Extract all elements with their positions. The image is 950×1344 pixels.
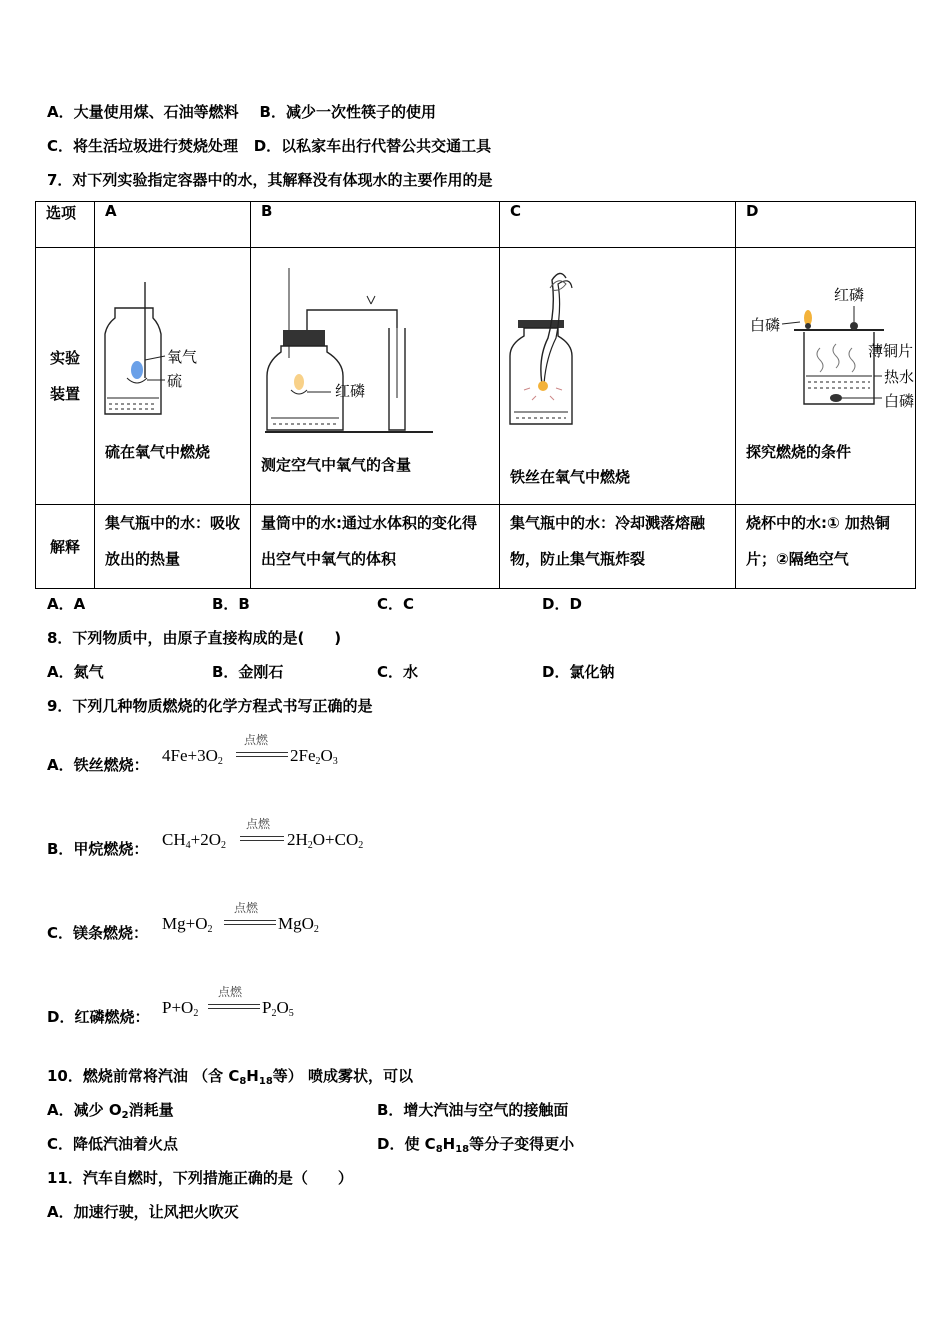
q9-d-products: $P_2O_5$ <box>262 998 294 1019</box>
q6-row1 <box>47 102 436 122</box>
explanation-a: 集气瓶中的水：吸收放出的热量 <box>95 505 251 589</box>
q9-a-equals <box>236 752 288 757</box>
label-red-phosphorus-b: 红磷 <box>335 382 366 400</box>
apparatus-a <box>95 248 251 505</box>
option-header: 选项 <box>36 202 95 248</box>
q10-stem: 10．燃烧前常将汽油 （含 $C_8H_{18}$等） 喷成雾状，可以 <box>47 1067 414 1087</box>
q7-answer-c: C．C <box>377 595 415 613</box>
q9-a-condition: 点燃 <box>244 733 269 747</box>
label-sulfur: 硫 <box>167 372 183 390</box>
label-white-phosphorus-top: 白磷 <box>750 316 781 334</box>
q7-explanation-row <box>36 505 916 589</box>
q6-option-c: C．将生活垃圾进行焚烧处理 <box>47 137 239 155</box>
explanation-b: 量筒中的水:通过水体积的变化得出空气中氧气的体积 <box>251 505 500 589</box>
apparatus-b <box>251 248 500 505</box>
q11-stem: 11．汽车自燃时，下列措施正确的是（ ） <box>47 1169 353 1187</box>
apparatus-c <box>500 248 736 505</box>
q9-d-equals <box>208 1004 260 1009</box>
q10-option-d: D．使 $C_8H_{18}$等分子变得更小 <box>377 1135 575 1155</box>
q6-option-d: D．以私家车出行代替公共交通工具 <box>253 137 492 155</box>
q10-option-a-post: 消耗量 <box>128 1101 174 1119</box>
q10-option-a-pre: A．减少 O <box>47 1101 122 1119</box>
col-a-letter: A <box>95 202 251 248</box>
q6-option-b: B．减少一次性筷子的使用 <box>259 103 436 121</box>
q7-table <box>35 201 916 589</box>
q9-d-label: D．红磷燃烧： <box>47 1008 150 1026</box>
q9-c-reactants: $Mg+O_2$ <box>162 914 213 935</box>
caption-b: 测定空气中氧气的含量 <box>261 456 412 474</box>
label-red-phosphorus-d: 红磷 <box>834 286 865 304</box>
q7-answer-a: A．A <box>47 595 86 613</box>
q9-d-condition: 点燃 <box>218 985 243 999</box>
q10-stem-post: 等） 喷成雾状，可以 <box>272 1067 414 1085</box>
apparatus-header <box>36 248 95 505</box>
col-b-letter: B <box>251 202 500 248</box>
label-hot-water: 热水 <box>884 368 915 386</box>
q9-c-condition: 点燃 <box>234 901 259 915</box>
q9-stem: 9．下列几种物质燃烧的化学方程式书写正确的是 <box>47 697 373 715</box>
q8-answer-a: A．氮气 <box>47 663 104 681</box>
q10-option-c: C．降低汽油着火点 <box>47 1135 179 1153</box>
col-c-letter: C <box>500 202 736 248</box>
q8-answer-d: D．氯化钠 <box>542 663 615 681</box>
q9-b-condition: 点燃 <box>246 817 271 831</box>
apparatus-d <box>736 248 916 505</box>
caption-d: 探究燃烧的条件 <box>746 443 852 461</box>
caption-c: 铁丝在氧气中燃烧 <box>510 468 631 486</box>
q8-answer-b: B．金刚石 <box>212 663 284 681</box>
explanation-header: 解释 <box>36 505 95 589</box>
q10-option-d-pre: D．使 C <box>377 1135 436 1153</box>
q7-header-row <box>36 202 916 248</box>
q10-option-a: A．减少 $O_2$消耗量 <box>47 1101 174 1121</box>
explanation-c: 集气瓶中的水：冷却溅落熔融物，防止集气瓶炸裂 <box>500 505 736 589</box>
q7-apparatus-row <box>36 248 916 505</box>
q9-c-label: C．镁条燃烧： <box>47 924 149 942</box>
apparatus-label-1: 实验 <box>49 349 80 367</box>
q9-b-equals <box>240 836 284 841</box>
q6-row2 <box>47 136 491 156</box>
q10-option-d-post: 等分子变得更小 <box>469 1135 575 1153</box>
q7-answer-b: B．B <box>212 595 250 613</box>
q9-a-products: $2Fe_2O_3$ <box>290 746 338 767</box>
q7-stem: 7．对下列实验指定容器中的水，其解释没有体现水的主要作用的是 <box>47 171 493 189</box>
explanation-d: 烧杯中的水:① 加热铜片；②隔绝空气 <box>736 505 916 589</box>
q8-answer-c: C．水 <box>377 663 419 681</box>
q9-b-products: $2H_2O+CO_2$ <box>287 830 364 851</box>
q9-a-reactants: $4Fe+3O_2$ <box>162 746 223 767</box>
q6-option-a: A．大量使用煤、石油等燃料 <box>47 103 239 121</box>
caption-a: 硫在氧气中燃烧 <box>105 443 211 461</box>
q10-option-b: B．增大汽油与空气的接触面 <box>377 1101 569 1119</box>
q9-c-products: MgO$_2$ <box>278 914 319 935</box>
q11-option-a: A．加速行驶，让风把火吹灭 <box>47 1203 239 1221</box>
label-oxygen: 氧气 <box>167 348 198 366</box>
q8-stem: 8．下列物质中，由原子直接构成的是( ) <box>47 629 342 647</box>
q9-b-reactants: $CH_4+2O_2$ <box>162 830 226 851</box>
q9-b-label: B．甲烷燃烧： <box>47 840 149 858</box>
apparatus-label-2: 装置 <box>49 385 80 403</box>
label-copper-sheet: 薄铜片 <box>868 342 914 360</box>
q7-answer-d: D．D <box>542 595 582 613</box>
q9-c-equals <box>224 920 276 925</box>
q10-stem-pre: 10．燃烧前常将汽油 （含 C <box>47 1067 240 1085</box>
label-white-phosphorus-bottom: 白磷 <box>884 392 915 410</box>
q9-a-label: A．铁丝燃烧： <box>47 756 149 774</box>
q9-d-reactants: $P+O_2$ <box>162 998 199 1019</box>
col-d-letter: D <box>736 202 916 248</box>
